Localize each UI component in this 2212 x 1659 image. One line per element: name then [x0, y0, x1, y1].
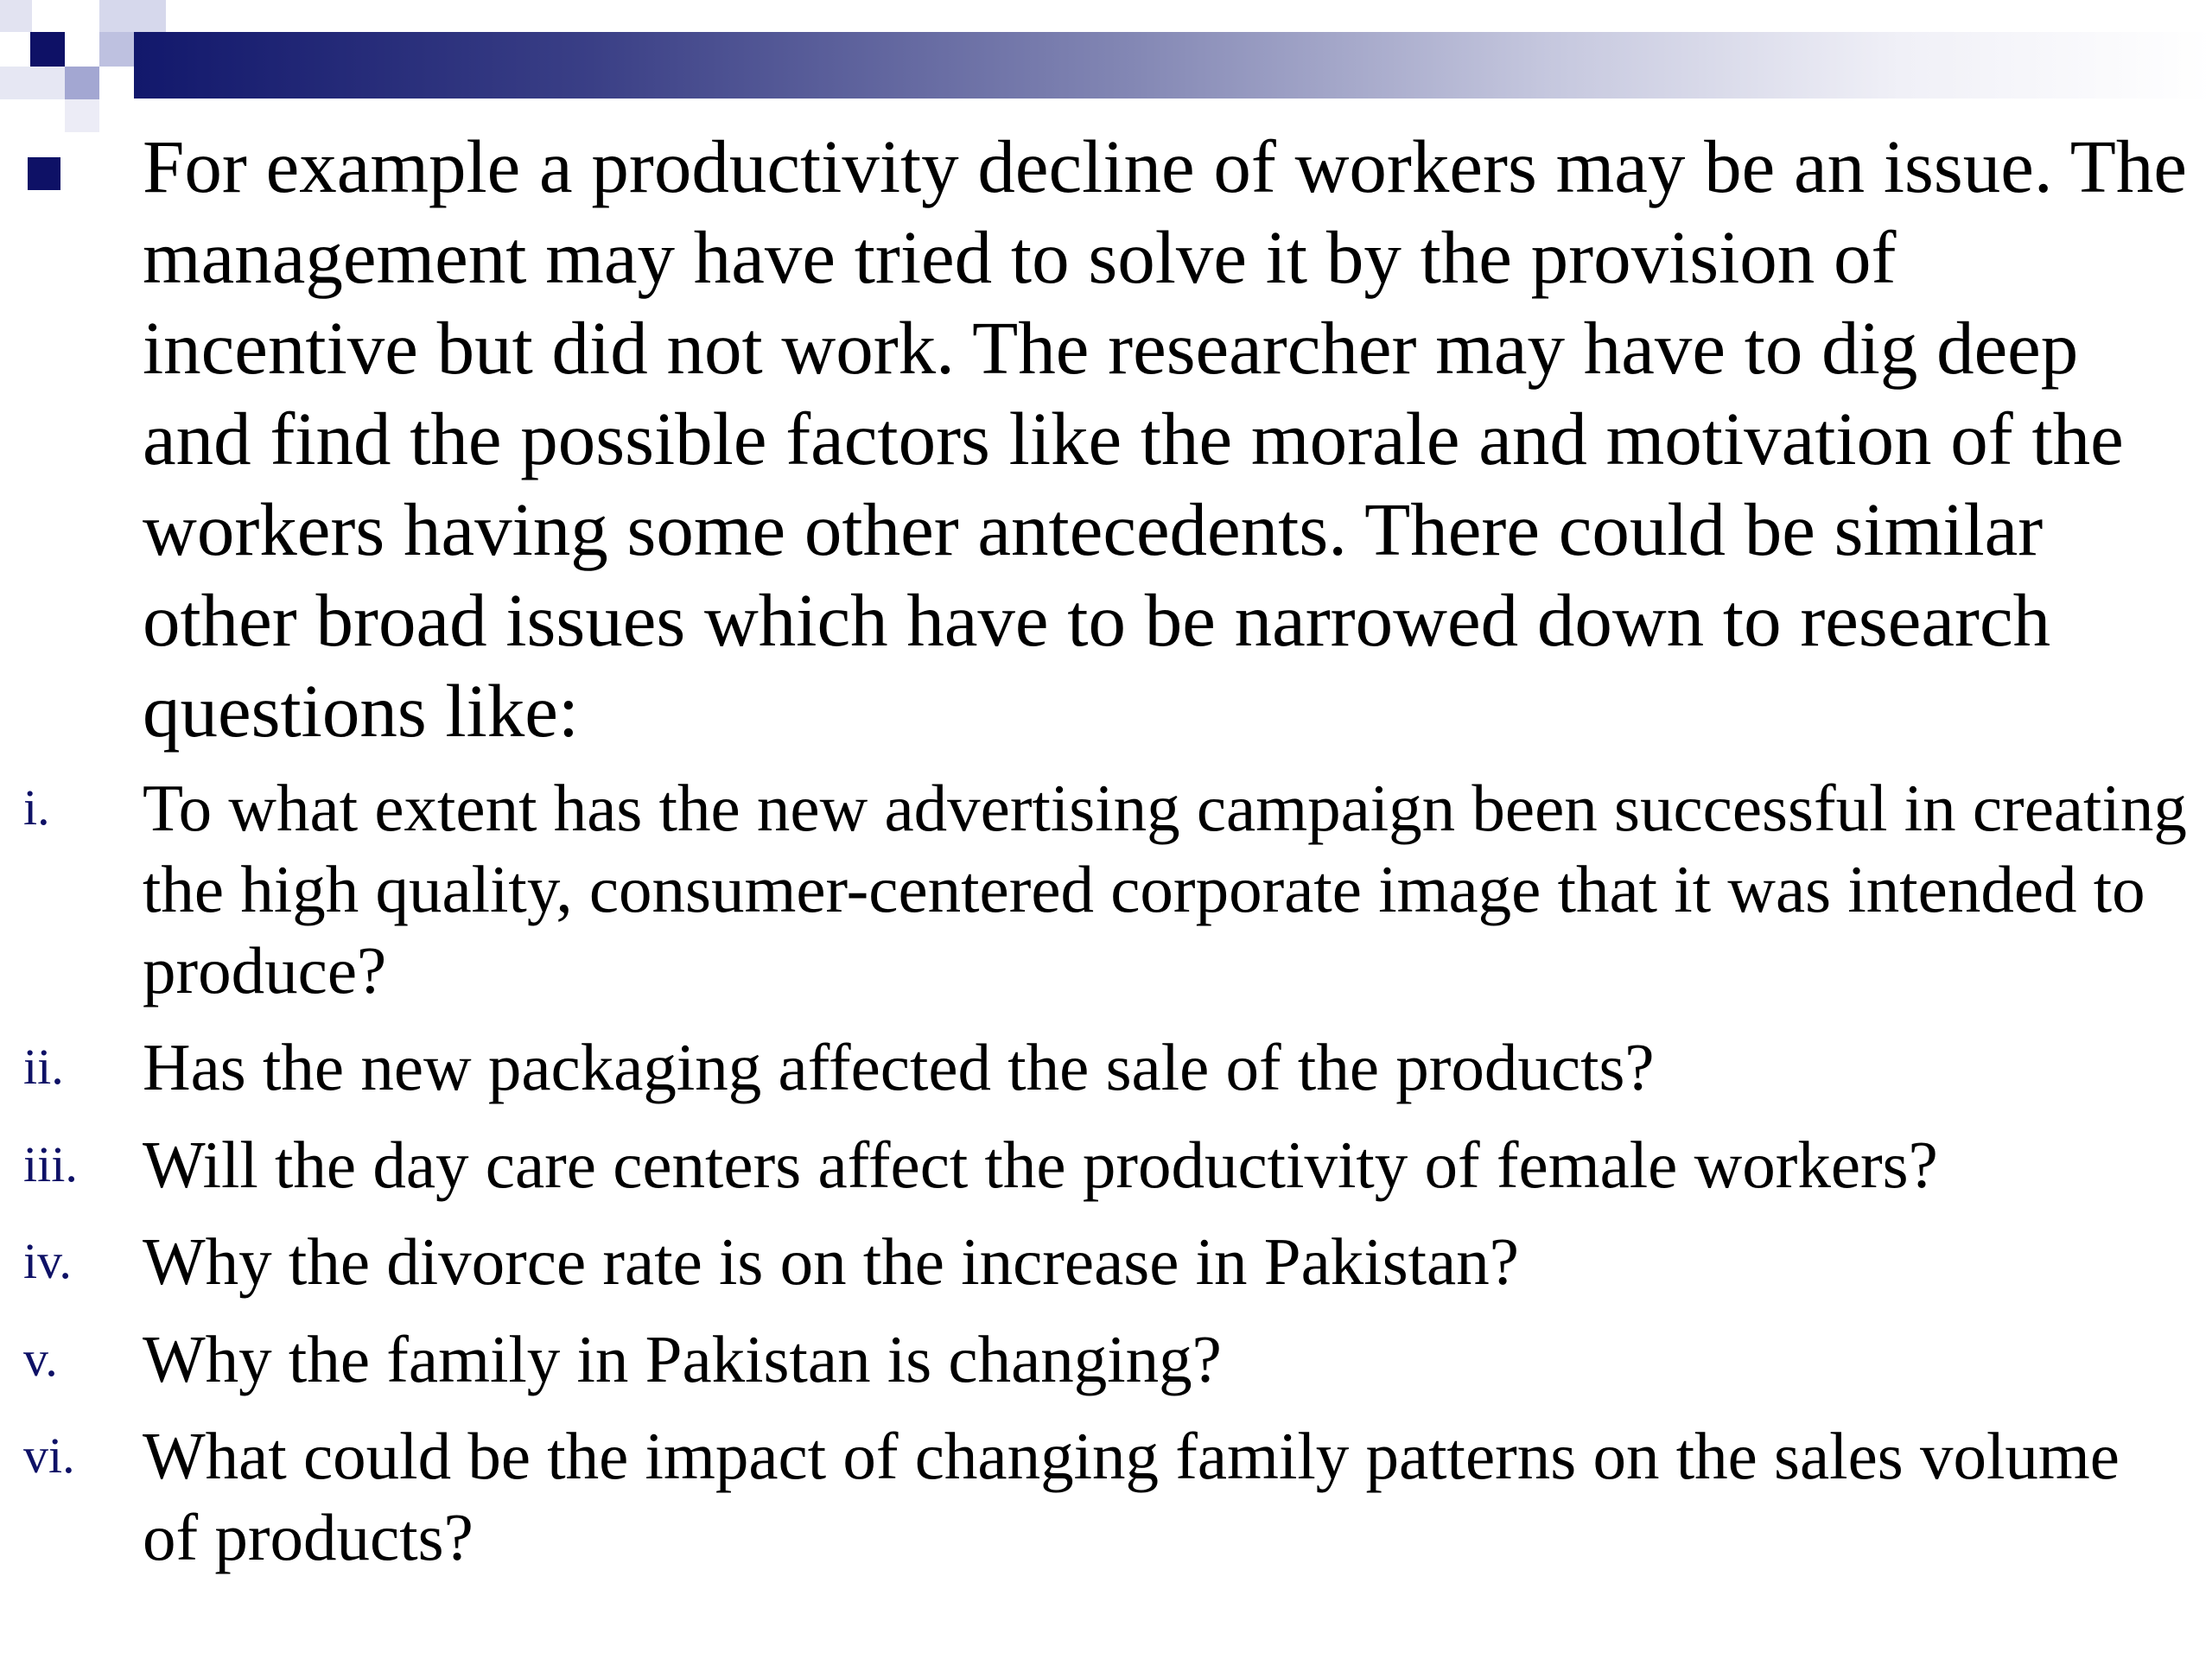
square-bullet-icon — [28, 157, 60, 190]
list-marker: i. — [23, 779, 50, 836]
header-decor-square — [65, 99, 99, 132]
list-item-text: Has the new packaging affected the sale of the products? — [143, 1030, 1655, 1104]
list-item-text: Why the divorce rate is on the increase in Pakistan? — [143, 1224, 1519, 1299]
header-decor-square — [0, 67, 65, 99]
list-marker: ii. — [23, 1039, 64, 1095]
list-item-text: To what extent has the new advertising campaign been successful in creating the high quality, consumer-centered corporate image that it was intended to produce? — [143, 771, 2187, 1007]
list-item-text: What could be the impact of changing family patterns on the sales volume of products? — [143, 1419, 2120, 1574]
header-decor-square — [65, 67, 99, 99]
header-decor-square — [30, 32, 65, 67]
list-marker: iv. — [23, 1233, 72, 1289]
header-gradient-bar — [134, 32, 2212, 99]
header-decor-square — [0, 0, 32, 32]
list-marker: vi. — [23, 1427, 75, 1484]
main-paragraph: For example a productivity decline of workers may be an issue. The management may have tried to solve it by the provision of incentive but did not work. The researcher may have to dig deep and find the possible factors like the morale and motivation of the workers having some other antecedents. There could be similar other broad issues which have to be narrowed down to research questions like: — [143, 124, 2188, 753]
list-marker: v. — [23, 1331, 58, 1387]
list-item-text: Will the day care centers affect the productivity of female workers? — [143, 1128, 1938, 1202]
header-decor-square — [99, 32, 134, 67]
header-decor-square — [99, 0, 166, 32]
list-marker: iii. — [23, 1136, 78, 1192]
list-item-text: Why the family in Pakistan is changing? — [143, 1322, 1222, 1396]
